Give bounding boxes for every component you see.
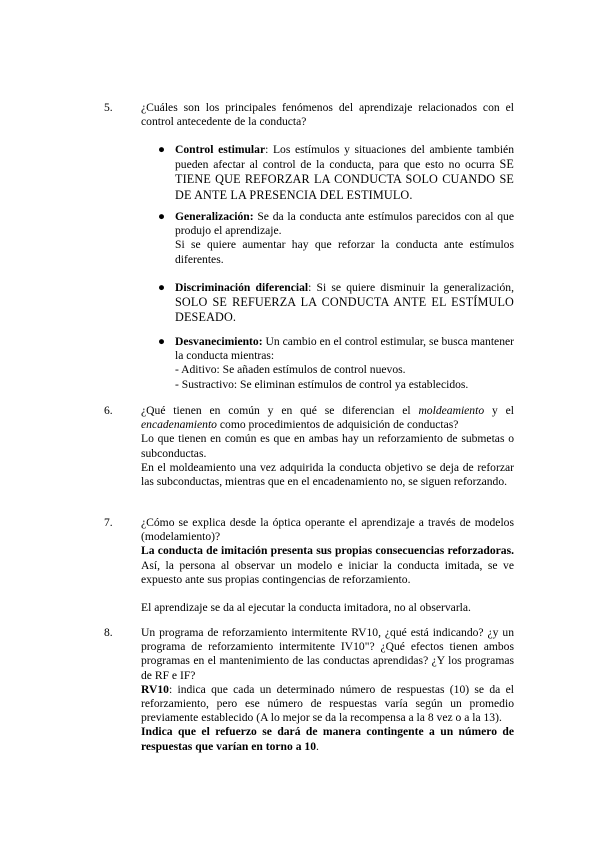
question-number: 8.	[104, 626, 113, 639]
answer-text: El aprendizaje se da al ejecutar la conducta imitadora, no al observarla.	[141, 601, 471, 615]
separator: :	[265, 143, 269, 156]
answer-text: Indica que el refuerzo se dará de manera contingente a un número de respuestas que varían en torno a 10.	[141, 725, 514, 753]
bullet-icon: ●	[158, 143, 166, 156]
bullet-desvanecimiento	[158, 335, 514, 392]
question-number: 5.	[104, 101, 113, 114]
question-text: ¿Qué tienen en común y en qué se diferencian el moldeamiento y el encadenamiento como procedimientos de adquisición de conductas?	[141, 404, 514, 432]
term: Desvanecimiento:	[175, 335, 263, 348]
definition: Los estímulos y situaciones del ambiente también pueden afectar al control de la conducta, para que esto no ocurra	[175, 143, 515, 172]
answer-text: Lo que tienen en común es que en ambas hay un reforzamiento de submetas o subconductas.	[141, 432, 514, 460]
term: Control estimular	[175, 143, 266, 156]
emphasis-caps: SE TIENE QUE REFORZAR LA CONDUCTA SOLO CUANDO SE DE ANTE LA PRESENCIA DEL ESTIMULO.	[175, 157, 514, 202]
answer-text: RV10: indica que cada un determinado número de respuestas (10) se da el reforzamiento, pero ese número de respuestas varía según un promedio previamente establecido (A lo mejor se da la recompensa a la 8 vez o a la 13).	[141, 682, 514, 725]
question-text: ¿Cuáles son los principales fenómenos del aprendizaje relacionados con el control antecedente de la conducta?	[141, 101, 514, 129]
answer-text: La conducta de imitación presenta sus propias consecuencias reforzadoras. Así, la persona al observar un modelo e iniciar la conducta imitada, se ve expuesto ante sus propias contingencias de reforzamiento.	[141, 544, 514, 586]
sub-item-sustractivo: - Sustractivo: Se eliminan estímulos de control ya establecidos.	[175, 377, 469, 391]
definition: Se da la conducta ante estímulos parecidos con al que produjo el aprendizaje.	[175, 210, 514, 238]
term: Discriminación diferencial	[175, 281, 309, 294]
separator: :	[308, 281, 312, 294]
question-number: 6.	[104, 404, 113, 417]
bullet-control-estimular	[158, 143, 514, 203]
question-8	[104, 626, 514, 754]
bullet-icon: ●	[158, 210, 166, 223]
question-7	[104, 516, 514, 615]
bullet-icon: ●	[158, 335, 166, 348]
answer-text: En el moldeamiento una vez adquirida la conducta objetivo se deja de reforzar las subconductas, mientras que en el encadenamiento no, se siguen reforzando.	[141, 460, 514, 489]
definition-extra: Si se quiere aumentar hay que reforzar la conducta ante estímulos diferentes.	[175, 238, 514, 266]
definition: Un cambio en el control estimular, se busca mantener la conducta mientras:	[175, 335, 514, 363]
question-5	[104, 101, 514, 129]
definition: Si se quiere disminuir la generalización,	[311, 281, 515, 294]
bullet-icon: ●	[158, 281, 166, 294]
question-text: Un programa de reforzamiento intermitente RV10, ¿qué está indicando? ¿y un programa de reforzamiento intermitente IV10"? ¿Qué efectos tienen ambos programas en el mantenimiento de las conductas aprendidas? ¿Y los programas de RF e IF?	[141, 626, 514, 682]
question-text: ¿Cómo se explica desde la óptica operante el aprendizaje a través de modelos (modelamiento)?	[141, 516, 514, 544]
bullet-discriminacion	[158, 281, 514, 326]
question-number: 7.	[104, 516, 113, 529]
emphasis-caps: SOLO SE REFUERZA LA CONDUCTA ANTE EL ESTÍMULO DESEADO.	[175, 295, 514, 325]
bullet-generalizacion	[158, 210, 514, 267]
sub-item-aditivo: - Aditivo: Se añaden estímulos de control nuevos.	[175, 363, 406, 377]
question-6	[104, 404, 514, 489]
term: Generalización:	[175, 210, 254, 223]
